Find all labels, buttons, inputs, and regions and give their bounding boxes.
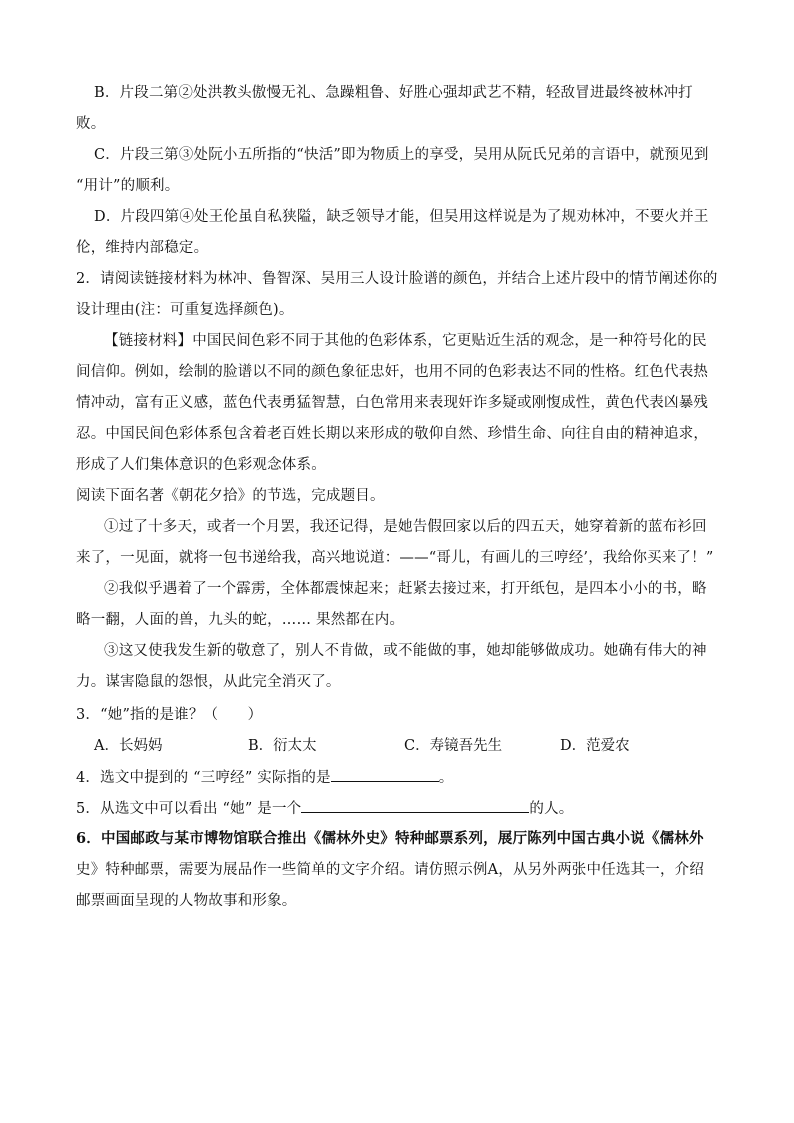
q4-stem: 4．选文中提到的 “三哼经” 实际指的是 xyxy=(76,770,331,786)
q1-option-b-line2: 败。 xyxy=(76,116,106,132)
q4-answer-blank[interactable] xyxy=(331,767,439,782)
excerpt-p2-line2: 略一翻，人面的兽，九头的蛇，…… 果然都在内。 xyxy=(76,612,405,628)
q2-stem-line1: 2．请阅读链接材料为林冲、鲁智深、吴用三人设计脸谱的颜色，并结合上述片段中的情节阐述你的 xyxy=(76,271,718,287)
excerpt-p3-line2: 力。谋害隐鼠的怨恨，从此完全消灭了。 xyxy=(76,674,341,690)
q6-stem-line3: 邮票画面呈现的人物故事和形象。 xyxy=(76,893,297,909)
q5-stem-end: 的人。 xyxy=(529,801,574,817)
q1-option-d-line2: 伦，维持内部稳定。 xyxy=(76,240,209,256)
link-material-line1: 【链接材料】中国民间色彩不同于其他的色彩体系，它更贴近生活的观念，是一种符号化的民 xyxy=(104,333,707,349)
excerpt-p3-line1: ③这又使我发生新的敬意了，别人不肯做，或不能做的事，她却能够做成功。她确有伟大的神 xyxy=(104,643,707,659)
q5-answer-blank[interactable] xyxy=(301,798,529,813)
q3-option-a[interactable]: A．长妈妈 xyxy=(94,738,163,754)
q1-option-b-line1: B．片段二第②处洪教头傲慢无礼、急躁粗鲁、好胜心强却武艺不精，轻敌冒进最终被林冲打 xyxy=(94,85,693,101)
q5-stem: 5．从选文中可以看出 “她” 是一个 xyxy=(76,801,302,817)
q6-stem-line1: 6．中国邮政与某市博物馆联合推出《儒林外史》特种邮票系列，展厅陈列中国古典小说《儒林外 xyxy=(76,830,704,847)
excerpt-p1-line2: 来了，一见面，就将一包书递给我，高兴地说道：——“哥儿，有画儿的三哼经’，我给你买来了！” xyxy=(76,550,714,566)
q3-option-b[interactable]: B．衍太太 xyxy=(248,738,317,754)
q6-stem-line2: 史》特种邮票，需要为展品作一些简单的文字介绍。请仿照示例A，从另外两张中任选其一，介绍 xyxy=(76,862,705,878)
q3-stem: 3．“她”指的是谁？（ ） xyxy=(76,707,263,723)
q4-line xyxy=(76,767,453,788)
excerpt-p2-line1: ②我似乎遇着了一个霹雳，全体都震悚起来；赶紧去接过来，打开纸包，是四本小小的书，略 xyxy=(104,581,707,597)
q2-stem-line2: 设计理由(注：可重复选择颜色)。 xyxy=(76,302,294,318)
q3-option-c[interactable]: C．寿镜吾先生 xyxy=(404,738,503,754)
link-material-line3: 情冲动，富有正义感，蓝色代表勇猛智慧，白色常用来表现奸诈多疑或刚愎成性，黄色代表凶暴残 xyxy=(76,395,709,411)
excerpt-p1-line1: ①过了十多天，或者一个月罢，我还记得，是她告假回家以后的四五天，她穿着新的蓝布衫回 xyxy=(104,519,707,535)
link-material-line2: 间信仰。例如，绘制的脸谱以不同的颜色象征忠奸，也用不同的色彩表达不同的性格。红色代表热 xyxy=(76,364,709,380)
link-material-line4: 忍。中国民间色彩体系包含着老百姓长期以来形成的敬仰自然、珍惜生命、向往自由的精神追求， xyxy=(76,426,709,442)
q1-option-d-line1: D．片段四第④处王伦虽自私狭隘，缺乏领导才能，但吴用这样说是为了规劝林冲，不要火并王 xyxy=(94,209,709,225)
reading-intro: 阅读下面名著《朝花夕拾》的节选，完成题目。 xyxy=(76,488,385,504)
link-material-line5: 形成了人们集体意识的色彩观念体系。 xyxy=(76,457,326,473)
q5-line xyxy=(76,798,573,819)
q1-option-c-line1: C．片段三第③处阮小五所指的“快活”即为物质上的享受，吴用从阮氏兄弟的言语中，就预见到 xyxy=(94,147,709,163)
q3-option-d[interactable]: D．范爱农 xyxy=(560,738,630,754)
q1-option-c-line2: “用计”的顺利。 xyxy=(76,178,180,194)
q4-stem-end: 。 xyxy=(438,770,454,786)
